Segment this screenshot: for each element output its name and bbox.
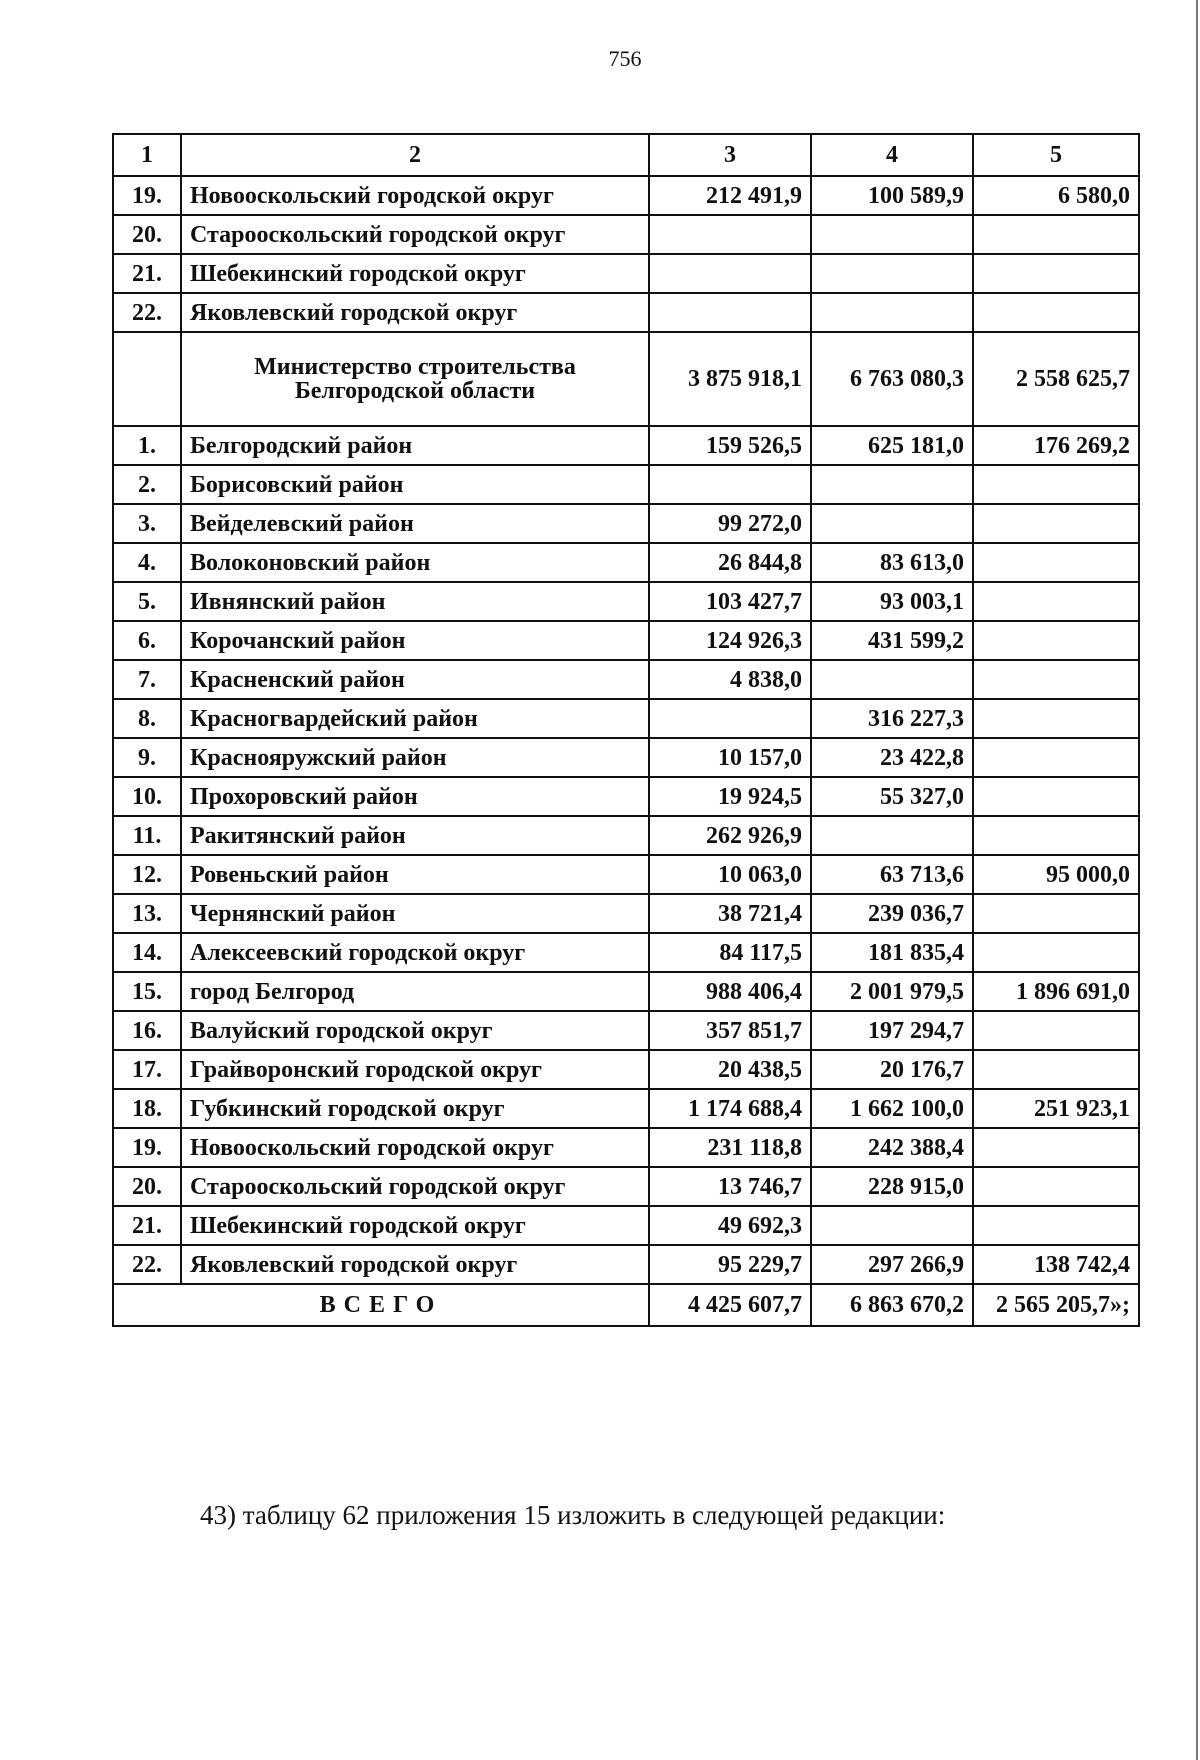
total-label: ВСЕГО (113, 1284, 649, 1326)
row-col5 (973, 699, 1139, 738)
row-col4: 431 599,2 (811, 621, 973, 660)
row-col3: 49 692,3 (649, 1206, 811, 1245)
row-number: 21. (113, 1206, 181, 1245)
row-col3: 13 746,7 (649, 1167, 811, 1206)
row-col5 (973, 1167, 1139, 1206)
row-col5: 138 742,4 (973, 1245, 1139, 1284)
table-row (113, 621, 1139, 660)
row-name: Корочанский район (181, 621, 649, 660)
row-name: Валуйский городской округ (181, 1011, 649, 1050)
top-rows (113, 176, 1139, 332)
row-col3: 38 721,4 (649, 894, 811, 933)
row-number: 19. (113, 176, 181, 215)
row-name: Новооскольский городской округ (181, 1128, 649, 1167)
row-name: Волоконовский район (181, 543, 649, 582)
row-col5 (973, 1206, 1139, 1245)
row-col4 (811, 504, 973, 543)
col-header-4: 4 (811, 134, 973, 176)
row-col4: 55 327,0 (811, 777, 973, 816)
row-number: 16. (113, 1011, 181, 1050)
row-col4 (811, 1206, 973, 1245)
row-col5 (973, 1011, 1139, 1050)
row-col3: 124 926,3 (649, 621, 811, 660)
row-name: Шебекинский городской округ (181, 1206, 649, 1245)
table-row (113, 933, 1139, 972)
total-col5: 2 565 205,7»; (973, 1284, 1139, 1326)
row-number: 18. (113, 1089, 181, 1128)
row-col4 (811, 660, 973, 699)
row-col3: 357 851,7 (649, 1011, 811, 1050)
row-number: 5. (113, 582, 181, 621)
col-header-3: 3 (649, 134, 811, 176)
ministry-section (113, 332, 1139, 426)
row-col4: 23 422,8 (811, 738, 973, 777)
total-col4: 6 863 670,2 (811, 1284, 973, 1326)
ministry-name-line1: Министерство строительства (254, 354, 576, 380)
table-row (113, 254, 1139, 293)
table-row (113, 465, 1139, 504)
row-name: Грайворонский городской округ (181, 1050, 649, 1089)
row-col5 (973, 738, 1139, 777)
row-name: Красногвардейский район (181, 699, 649, 738)
row-col5: 251 923,1 (973, 1089, 1139, 1128)
row-col5 (973, 816, 1139, 855)
row-number: 9. (113, 738, 181, 777)
row-name: Вейделевский район (181, 504, 649, 543)
row-name: Краснояружский район (181, 738, 649, 777)
row-col4: 2 001 979,5 (811, 972, 973, 1011)
row-col5 (973, 894, 1139, 933)
row-col3 (649, 254, 811, 293)
row-name: Прохоровский район (181, 777, 649, 816)
row-number: 6. (113, 621, 181, 660)
row-name: город Белгород (181, 972, 649, 1011)
table-row (113, 972, 1139, 1011)
ministry-col3: 3 875 918,1 (649, 332, 811, 426)
table-row (113, 543, 1139, 582)
ministry-num-cell (113, 332, 181, 426)
row-col3 (649, 465, 811, 504)
row-number: 22. (113, 293, 181, 332)
row-col5 (973, 582, 1139, 621)
row-number: 13. (113, 894, 181, 933)
row-name: Белгородский район (181, 426, 649, 465)
table-row (113, 176, 1139, 215)
row-name: Алексеевский городской округ (181, 933, 649, 972)
row-col5 (973, 504, 1139, 543)
row-name: Новооскольский городской округ (181, 176, 649, 215)
row-number: 3. (113, 504, 181, 543)
row-name: Красненский район (181, 660, 649, 699)
row-col4: 93 003,1 (811, 582, 973, 621)
row-number: 7. (113, 660, 181, 699)
row-col5 (973, 1128, 1139, 1167)
table-row (113, 699, 1139, 738)
row-col3: 212 491,9 (649, 176, 811, 215)
row-col4: 297 266,9 (811, 1245, 973, 1284)
row-name: Яковлевский городской округ (181, 1245, 649, 1284)
ministry-name-line2: Белгородской области (294, 378, 536, 404)
row-name: Старооскольский городской округ (181, 1167, 649, 1206)
row-name: Ракитянский район (181, 816, 649, 855)
row-col3 (649, 215, 811, 254)
row-col5 (973, 465, 1139, 504)
row-number: 2. (113, 465, 181, 504)
row-col3: 1 174 688,4 (649, 1089, 811, 1128)
row-number: 20. (113, 1167, 181, 1206)
row-col4: 63 713,6 (811, 855, 973, 894)
row-col4: 197 294,7 (811, 1011, 973, 1050)
total-row (113, 1284, 1139, 1326)
main-rows (113, 426, 1139, 1284)
table-row (113, 894, 1139, 933)
row-col4: 239 036,7 (811, 894, 973, 933)
row-col5 (973, 543, 1139, 582)
table-row (113, 816, 1139, 855)
row-name: Губкинский городской округ (181, 1089, 649, 1128)
row-col5 (973, 215, 1139, 254)
row-number: 1. (113, 426, 181, 465)
table-row (113, 1245, 1139, 1284)
row-col4: 100 589,9 (811, 176, 973, 215)
row-col5 (973, 254, 1139, 293)
col-header-2: 2 (181, 134, 649, 176)
row-col5 (973, 621, 1139, 660)
row-col3: 20 438,5 (649, 1050, 811, 1089)
total-section (113, 1284, 1139, 1326)
table-header-row (113, 134, 1139, 176)
row-col5: 1 896 691,0 (973, 972, 1139, 1011)
row-col4: 181 835,4 (811, 933, 973, 972)
table-row (113, 738, 1139, 777)
table-row (113, 777, 1139, 816)
row-number: 8. (113, 699, 181, 738)
page-edge-line (1196, 0, 1198, 1760)
row-col5 (973, 293, 1139, 332)
row-col3: 99 272,0 (649, 504, 811, 543)
row-name: Старооскольский городской округ (181, 215, 649, 254)
row-col3: 10 063,0 (649, 855, 811, 894)
row-number: 15. (113, 972, 181, 1011)
table-row (113, 1206, 1139, 1245)
table-row (113, 1167, 1139, 1206)
row-col3: 84 117,5 (649, 933, 811, 972)
row-name: Ровеньский район (181, 855, 649, 894)
table-row (113, 660, 1139, 699)
row-number: 11. (113, 816, 181, 855)
row-col4: 228 915,0 (811, 1167, 973, 1206)
row-col4: 20 176,7 (811, 1050, 973, 1089)
row-name: Чернянский район (181, 894, 649, 933)
row-number: 22. (113, 1245, 181, 1284)
table-row (113, 1128, 1139, 1167)
ministry-name (181, 332, 649, 426)
table-row (113, 293, 1139, 332)
row-number: 12. (113, 855, 181, 894)
instruction-text: 43) таблицу 62 приложения 15 изложить в следующей редакции: (200, 1500, 946, 1530)
col-header-1: 1 (113, 134, 181, 176)
row-number: 17. (113, 1050, 181, 1089)
row-name: Ивнянский район (181, 582, 649, 621)
row-col4 (811, 254, 973, 293)
table-row (113, 215, 1139, 254)
row-col3 (649, 293, 811, 332)
row-col5 (973, 660, 1139, 699)
table-row (113, 1089, 1139, 1128)
row-col3: 19 924,5 (649, 777, 811, 816)
row-number: 21. (113, 254, 181, 293)
row-col4: 625 181,0 (811, 426, 973, 465)
ministry-row (113, 332, 1139, 426)
ministry-col5: 2 558 625,7 (973, 332, 1139, 426)
row-col3: 231 118,8 (649, 1128, 811, 1167)
page-number: 756 (608, 46, 642, 71)
row-col3: 159 526,5 (649, 426, 811, 465)
row-col4: 83 613,0 (811, 543, 973, 582)
table-row (113, 1011, 1139, 1050)
row-col3: 988 406,4 (649, 972, 811, 1011)
row-number: 4. (113, 543, 181, 582)
row-col4 (811, 465, 973, 504)
row-name: Борисовский район (181, 465, 649, 504)
row-col5: 176 269,2 (973, 426, 1139, 465)
row-col5 (973, 933, 1139, 972)
row-name: Яковлевский городской округ (181, 293, 649, 332)
budget-table (112, 133, 1140, 1327)
row-number: 10. (113, 777, 181, 816)
row-col4: 316 227,3 (811, 699, 973, 738)
row-col5: 95 000,0 (973, 855, 1139, 894)
row-col3: 4 838,0 (649, 660, 811, 699)
table-row (113, 504, 1139, 543)
row-col4 (811, 215, 973, 254)
row-col5 (973, 1050, 1139, 1089)
row-col4: 242 388,4 (811, 1128, 973, 1167)
table-row (113, 855, 1139, 894)
row-col3: 262 926,9 (649, 816, 811, 855)
row-col3: 95 229,7 (649, 1245, 811, 1284)
row-col3: 26 844,8 (649, 543, 811, 582)
total-col3: 4 425 607,7 (649, 1284, 811, 1326)
row-col4 (811, 816, 973, 855)
row-number: 14. (113, 933, 181, 972)
ministry-col4: 6 763 080,3 (811, 332, 973, 426)
row-col4: 1 662 100,0 (811, 1089, 973, 1128)
row-col3: 103 427,7 (649, 582, 811, 621)
row-col4 (811, 293, 973, 332)
row-number: 20. (113, 215, 181, 254)
row-col3: 10 157,0 (649, 738, 811, 777)
row-col5 (973, 777, 1139, 816)
table-row (113, 1050, 1139, 1089)
col-header-5: 5 (973, 134, 1139, 176)
row-col3 (649, 699, 811, 738)
table-row (113, 582, 1139, 621)
table-row (113, 426, 1139, 465)
row-col5: 6 580,0 (973, 176, 1139, 215)
row-name: Шебекинский городской округ (181, 254, 649, 293)
row-number: 19. (113, 1128, 181, 1167)
